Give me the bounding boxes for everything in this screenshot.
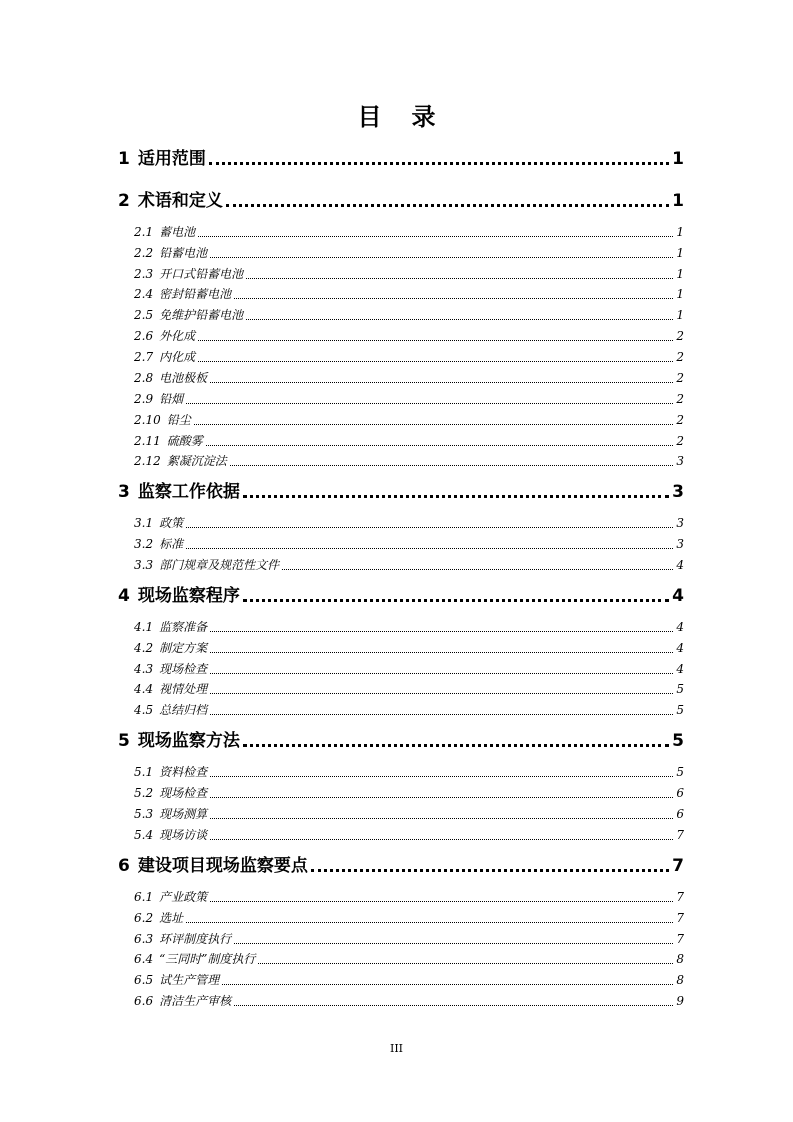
toc-dot-leader xyxy=(222,984,673,985)
toc-entry-number: 1 xyxy=(118,149,130,169)
toc-section-entry[interactable] xyxy=(134,370,684,386)
toc-section-entry[interactable] xyxy=(134,910,684,926)
toc-chapter-entry[interactable] xyxy=(118,148,684,170)
toc-section-entry[interactable] xyxy=(134,951,684,967)
toc-entry-number: 4.3 xyxy=(134,662,154,676)
page-number-footer: III xyxy=(389,1042,404,1055)
toc-entry-label: 标准 xyxy=(159,537,184,551)
toc-dot-leader xyxy=(282,569,673,570)
toc-entry-page-number: 5 xyxy=(672,731,684,751)
toc-section-entry[interactable] xyxy=(134,515,684,531)
toc-entry-number: 4.2 xyxy=(134,641,154,655)
toc-entry-page-number: 2 xyxy=(676,350,684,364)
toc-dot-leader xyxy=(210,382,673,383)
toc-entry-page-number: 2 xyxy=(676,329,684,343)
toc-entry-number: 2.3 xyxy=(134,267,154,281)
toc-section-entry[interactable] xyxy=(134,993,684,1009)
toc-entry-page-number: 1 xyxy=(676,246,684,260)
toc-chapter-entry[interactable] xyxy=(118,190,684,212)
toc-dot-leader xyxy=(186,403,673,404)
toc-entry-page-number: 4 xyxy=(676,662,684,676)
toc-entry-page-number: 7 xyxy=(676,911,684,925)
toc-entry-page-number: 3 xyxy=(676,537,684,551)
toc-dot-leader xyxy=(209,162,669,165)
toc-entry-page-number: 7 xyxy=(676,828,684,842)
toc-entry-label: 铅烟 xyxy=(159,392,184,406)
page-title: 目录 xyxy=(357,103,466,131)
toc-dot-leader xyxy=(311,869,669,872)
toc-section-entry[interactable] xyxy=(134,286,684,302)
toc-entry-label: 监察工作依据 xyxy=(137,482,240,502)
toc-entry-label: 现场测算 xyxy=(159,807,208,821)
toc-section-entry[interactable] xyxy=(134,702,684,718)
toc-entry-page-number: 1 xyxy=(672,149,684,169)
toc-section-entry[interactable] xyxy=(134,661,684,677)
toc-entry-label: 现场监察方法 xyxy=(137,731,240,751)
toc-entry-label: 现场检查 xyxy=(159,786,208,800)
toc-entry-label: 铅尘 xyxy=(166,413,191,427)
toc-entry-label: “三同时”制度执行 xyxy=(159,952,256,966)
toc-entry-label: 建设项目现场监察要点 xyxy=(137,856,308,876)
toc-entry-number: 6.3 xyxy=(134,932,154,946)
toc-entry-label: 选址 xyxy=(159,911,184,925)
toc-entry-label: 免维护铅蓄电池 xyxy=(159,308,244,322)
toc-section-entry[interactable] xyxy=(134,307,684,323)
toc-dot-leader xyxy=(246,278,673,279)
toc-entry-number: 6.6 xyxy=(134,994,154,1008)
toc-entry-page-number: 8 xyxy=(676,973,684,987)
toc-dot-leader xyxy=(230,465,674,466)
toc-entry-number: 3 xyxy=(118,482,130,502)
toc-entry-label: 视情处理 xyxy=(159,682,208,696)
toc-entry-number: 5.4 xyxy=(134,828,154,842)
toc-entry-label: 术语和定义 xyxy=(137,191,223,211)
toc-entry-number: 2.2 xyxy=(134,246,154,260)
toc-entry-label: 监察准备 xyxy=(159,620,208,634)
toc-dot-leader xyxy=(243,744,669,747)
toc-dot-leader xyxy=(210,776,673,777)
toc-section-entry[interactable] xyxy=(134,453,684,469)
toc-entry-number: 4.4 xyxy=(134,682,154,696)
toc-dot-leader xyxy=(210,901,673,902)
toc-entry-page-number: 1 xyxy=(672,191,684,211)
toc-entry-page-number: 4 xyxy=(676,558,684,572)
toc-entry-page-number: 7 xyxy=(676,890,684,904)
toc-dot-leader xyxy=(198,340,673,341)
toc-entry-label: 政策 xyxy=(159,516,184,530)
toc-entry-number: 2.4 xyxy=(134,287,154,301)
toc-section-entry[interactable] xyxy=(134,557,684,573)
toc-dot-leader xyxy=(210,673,673,674)
toc-entry-label: 蓄电池 xyxy=(159,225,196,239)
toc-dot-leader xyxy=(206,445,674,446)
toc-chapter-entry[interactable] xyxy=(118,855,684,877)
toc-entry-number: 6.2 xyxy=(134,911,154,925)
toc-entry-label: 内化成 xyxy=(159,350,196,364)
toc-entry-number: 5 xyxy=(118,731,130,751)
toc-entry-label: 部门规章及规范性文件 xyxy=(159,558,280,572)
toc-entry-number: 2.9 xyxy=(134,392,154,406)
toc-entry-page-number: 2 xyxy=(676,371,684,385)
toc-entry-number: 2.7 xyxy=(134,350,154,364)
toc-entry-page-number: 4 xyxy=(676,641,684,655)
toc-entry-label: 铅蓄电池 xyxy=(159,246,208,260)
toc-entry-number: 6.1 xyxy=(134,890,154,904)
toc-dot-leader xyxy=(246,319,673,320)
toc-section-entry[interactable] xyxy=(134,224,684,240)
toc-section-entry[interactable] xyxy=(134,681,684,697)
toc-entry-label: 现场访谈 xyxy=(159,828,208,842)
toc-section-entry[interactable] xyxy=(134,806,684,822)
toc-section-entry[interactable] xyxy=(134,328,684,344)
toc-entry-number: 2.12 xyxy=(134,454,161,468)
toc-entry-label: 密封铅蓄电池 xyxy=(159,287,232,301)
toc-entry-label: 制定方案 xyxy=(159,641,208,655)
toc-section-entry[interactable] xyxy=(134,889,684,905)
toc-entry-label: 现场监察程序 xyxy=(137,586,240,606)
toc-entry-label: 适用范围 xyxy=(137,149,206,169)
toc-section-entry[interactable] xyxy=(134,785,684,801)
toc-entry-page-number: 2 xyxy=(676,434,684,448)
toc-entry-page-number: 6 xyxy=(676,807,684,821)
toc-dot-leader xyxy=(210,693,673,694)
toc-entry-number: 2.10 xyxy=(134,413,161,427)
toc-entry-number: 2.1 xyxy=(134,225,154,239)
toc-entry-number: 2 xyxy=(118,191,130,211)
toc-entry-number: 2.11 xyxy=(134,434,161,448)
toc-section-entry[interactable] xyxy=(134,640,684,656)
toc-entry-label: 清洁生产审核 xyxy=(159,994,232,1008)
toc-dot-leader xyxy=(234,943,673,944)
toc-dot-leader xyxy=(243,495,669,498)
toc-entry-page-number: 7 xyxy=(672,856,684,876)
toc-entry-number: 4.5 xyxy=(134,703,154,717)
toc-entry-label: 试生产管理 xyxy=(159,973,220,987)
toc-entry-page-number: 6 xyxy=(676,786,684,800)
toc-entry-page-number: 5 xyxy=(676,703,684,717)
toc-section-entry[interactable] xyxy=(134,931,684,947)
toc-entry-page-number: 4 xyxy=(672,586,684,606)
toc-dot-leader xyxy=(198,236,673,237)
toc-chapter-entry[interactable] xyxy=(118,585,684,607)
toc-section-entry[interactable] xyxy=(134,536,684,552)
toc-dot-leader xyxy=(226,204,669,207)
toc-dot-leader xyxy=(194,424,674,425)
toc-entry-page-number: 3 xyxy=(672,482,684,502)
toc-entry-label: 电池极板 xyxy=(159,371,208,385)
toc-entry-number: 6.4 xyxy=(134,952,154,966)
toc-section-entry[interactable] xyxy=(134,619,684,635)
toc-entry-page-number: 5 xyxy=(676,682,684,696)
toc-entry-page-number: 1 xyxy=(676,287,684,301)
toc-entry-page-number: 3 xyxy=(676,454,684,468)
toc-entry-label: 环评制度执行 xyxy=(159,932,232,946)
toc-entry-label: 硫酸雾 xyxy=(166,434,203,448)
toc-dot-leader xyxy=(210,818,673,819)
toc-entry-number: 4.1 xyxy=(134,620,154,634)
toc-dot-leader xyxy=(186,527,673,528)
toc-dot-leader xyxy=(210,714,673,715)
toc-entry-page-number: 7 xyxy=(676,932,684,946)
toc-entry-page-number: 3 xyxy=(676,516,684,530)
toc-entry-page-number: 5 xyxy=(676,765,684,779)
toc-entry-label: 总结归档 xyxy=(159,703,208,717)
toc-entry-number: 4 xyxy=(118,586,130,606)
toc-section-entry[interactable] xyxy=(134,412,684,428)
toc-chapter-entry[interactable] xyxy=(118,730,684,752)
toc-entry-number: 6.5 xyxy=(134,973,154,987)
toc-entry-page-number: 1 xyxy=(676,267,684,281)
toc-section-entry[interactable] xyxy=(134,972,684,988)
toc-section-entry[interactable] xyxy=(134,391,684,407)
toc-section-entry[interactable] xyxy=(134,266,684,282)
toc-entry-number: 3.3 xyxy=(134,558,154,572)
toc-entry-number: 3.1 xyxy=(134,516,154,530)
toc-entry-page-number: 1 xyxy=(676,225,684,239)
toc-entry-number: 5.3 xyxy=(134,807,154,821)
toc-entry-page-number: 2 xyxy=(676,413,684,427)
toc-dot-leader xyxy=(234,1005,673,1006)
toc-entry-page-number: 9 xyxy=(676,994,684,1008)
toc-entry-number: 2.6 xyxy=(134,329,154,343)
toc-entry-label: 絮凝沉淀法 xyxy=(166,454,227,468)
toc-entry-label: 产业政策 xyxy=(159,890,208,904)
toc-dot-leader xyxy=(210,652,673,653)
toc-entry-label: 现场检查 xyxy=(159,662,208,676)
toc-dot-leader xyxy=(186,922,673,923)
toc-dot-leader xyxy=(186,548,673,549)
toc-entry-page-number: 1 xyxy=(676,308,684,322)
toc-entry-label: 开口式铅蓄电池 xyxy=(159,267,244,281)
toc-entry-number: 5.2 xyxy=(134,786,154,800)
toc-entry-page-number: 4 xyxy=(676,620,684,634)
toc-section-entry[interactable] xyxy=(134,433,684,449)
toc-entry-label: 资料检查 xyxy=(159,765,208,779)
toc-entry-page-number: 2 xyxy=(676,392,684,406)
toc-dot-leader xyxy=(234,298,673,299)
toc-section-entry[interactable] xyxy=(134,827,684,843)
toc-dot-leader xyxy=(258,963,673,964)
toc-dot-leader xyxy=(210,257,673,258)
toc-section-entry[interactable] xyxy=(134,764,684,780)
toc-entry-number: 2.5 xyxy=(134,308,154,322)
toc-section-entry[interactable] xyxy=(134,245,684,261)
toc-entry-number: 3.2 xyxy=(134,537,154,551)
toc-dot-leader xyxy=(210,839,673,840)
toc-entry-number: 6 xyxy=(118,856,130,876)
toc-section-entry[interactable] xyxy=(134,349,684,365)
toc-entry-number: 5.1 xyxy=(134,765,154,779)
toc-dot-leader xyxy=(210,631,673,632)
toc-entry-number: 2.8 xyxy=(134,371,154,385)
toc-entry-label: 外化成 xyxy=(159,329,196,343)
toc-dot-leader xyxy=(198,361,673,362)
toc-dot-leader xyxy=(210,797,673,798)
toc-dot-leader xyxy=(243,599,669,602)
toc-entry-page-number: 8 xyxy=(676,952,684,966)
toc-chapter-entry[interactable] xyxy=(118,481,684,503)
